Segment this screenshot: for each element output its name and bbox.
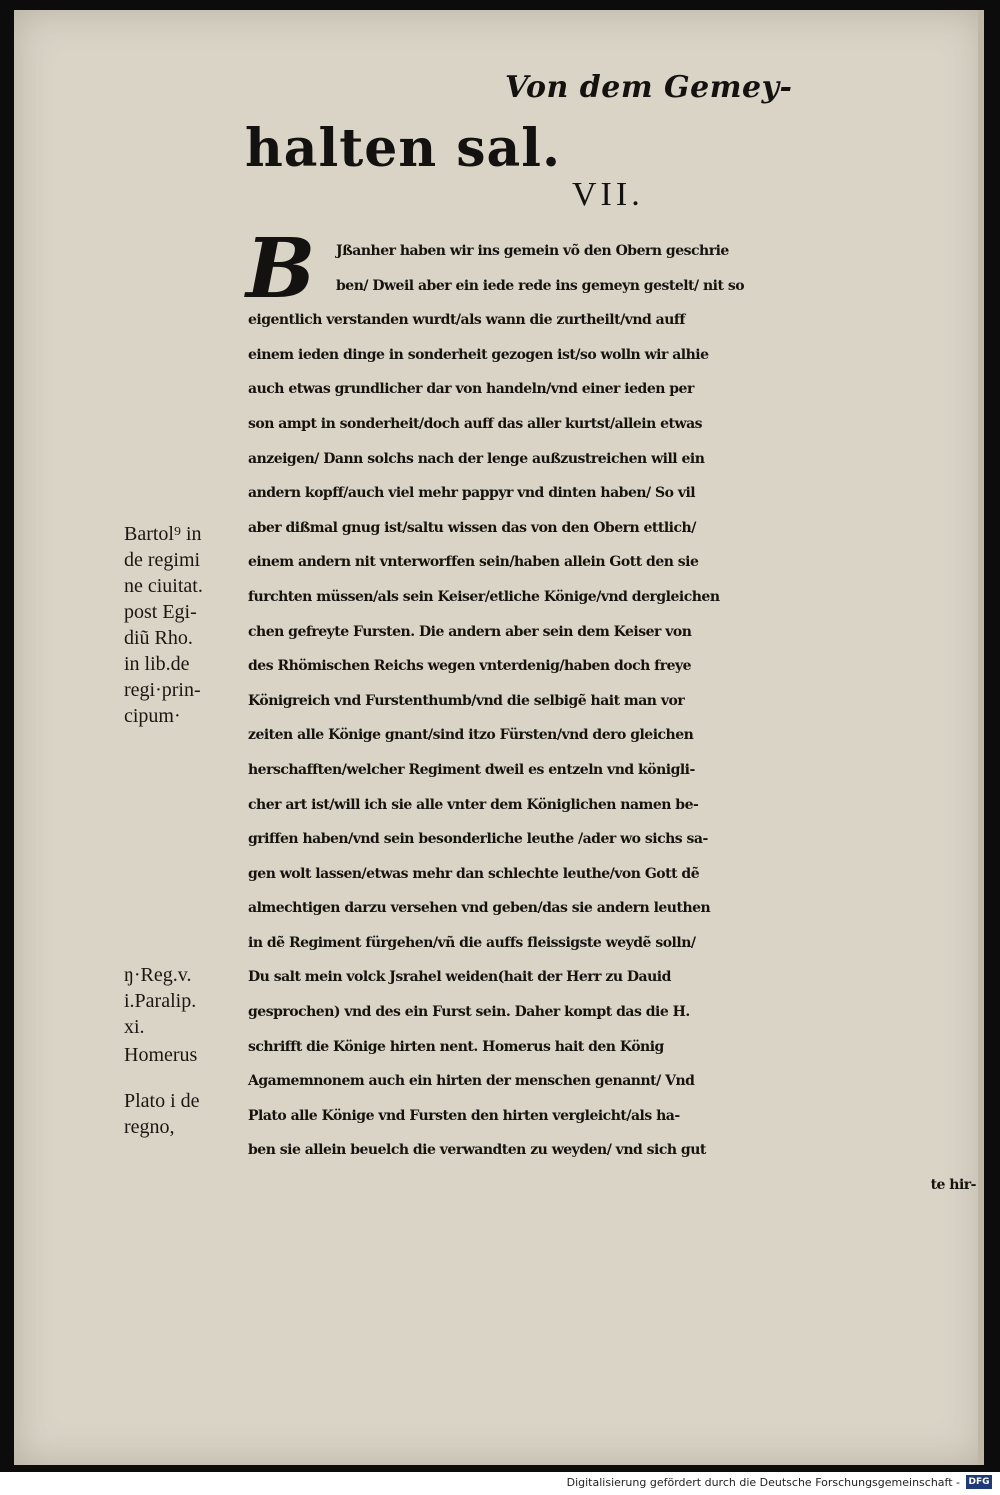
text-line: anzeigen/ Dann solchs nach der lenge außzustreichen will ein [248, 450, 705, 467]
text-line: einem andern nit vnterworffen sein/haben allein Gott den sie [248, 554, 699, 571]
text-line: eigentlich verstanden wurdt/als wann die zurtheilt/vnd auff [248, 312, 685, 329]
text-line: herschafften/welcher Regiment dweil es entzeln vnd königli- [248, 761, 695, 778]
text-line: einem ieden dinge in sonderheit gezogen ist/so wolln wir alhie [248, 346, 709, 363]
text-line: in dẽ Regiment fürgehen/vñ die auffs fleissigste weydẽ solln/ [248, 934, 696, 951]
marginal-line: ne ciuitat. [124, 575, 203, 597]
funding-credit: Digitalisierung gefördert durch die Deutsche Forschungsgemeinschaft - [566, 1476, 960, 1489]
chapter-number: VII. [572, 176, 644, 213]
text-line: almechtigen darzu versehen vnd geben/das sie andern leuthen [248, 900, 711, 917]
text-line: Königreich vnd Furstenthumb/vnd die selbigẽ hait man vor [248, 692, 685, 709]
marginal-line: cipum· [124, 705, 181, 727]
text-line: ben sie allein beuelch die verwandten zu weyden/ vnd sich gut [248, 1142, 706, 1159]
text-line: des Rhömischen Reichs wegen vnterdenig/haben doch freye [248, 658, 692, 675]
marginal-line: Plato i de [124, 1090, 200, 1112]
marginal-line: i.Paralip. [124, 990, 197, 1012]
text-line: gesprochen) vnd des ein Furst sein. Daher kompt das die H. [248, 1004, 690, 1021]
running-head: Von dem Gemey- [505, 70, 793, 105]
marginal-note-bartolus [124, 521, 264, 729]
text-line: andern kopff/auch viel mehr pappyr vnd dinten haben/ So vil [248, 485, 696, 502]
text-line: aber dißmal gnug ist/saltu wissen das von den Obern ettlich/ [248, 519, 696, 536]
chapter-title: halten sal. [245, 118, 562, 179]
marginal-line: xi. [124, 1016, 145, 1038]
text-line: zeiten alle Könige gnant/sind itzo Fürsten/vnd dero gleichen [248, 727, 694, 744]
text-line: Du salt mein volck Jsrahel weiden(hait der Herr zu Dauid [248, 969, 671, 986]
marginal-note-reg [124, 962, 264, 1040]
marginal-line: regno, [124, 1116, 175, 1138]
drop-initial: B [246, 221, 316, 317]
text-line: griffen haben/vnd sein besonderliche leuthe /ader wo sichs sa- [248, 831, 708, 848]
marginal-line: in lib.de [124, 653, 190, 675]
text-line: cher art ist/will ich sie alle vnter dem Königlichen namen be- [248, 796, 699, 813]
body-text [246, 221, 980, 1203]
text-line: schrifft die Könige hirten nent. Homerus hait den König [248, 1038, 664, 1055]
marginal-note-homerus [124, 1042, 264, 1068]
text-line: Plato alle Könige vnd Fursten den hirten vergleicht/als ha- [248, 1107, 680, 1124]
dfg-logo: DFG [966, 1475, 992, 1489]
marginal-line: regi·prin- [124, 679, 201, 701]
catchword: te hir- [930, 1177, 976, 1194]
text-line: ben/ Dweil aber ein iede rede ins gemeyn gestelt/ nit so [336, 277, 745, 294]
text-line: Agamemnonem auch ein hirten der menschen genannt/ Vnd [248, 1073, 695, 1090]
footer-bar [0, 1472, 1000, 1495]
marginal-line: Bartol⁹ in [124, 523, 202, 545]
marginal-line: post Egi- [124, 601, 197, 623]
text-line: Jßanher haben wir ins gemein võ den Obern geschrie [336, 243, 729, 259]
marginal-line: de regimi [124, 549, 201, 571]
text-line: son ampt in sonderheit/doch auff das aller kurtst/allein etwas [248, 415, 703, 432]
marginal-line: diũ Rho. [124, 627, 193, 649]
text-line: furchten müssen/als sein Keiser/etliche Könige/vnd dergleichen [248, 588, 720, 605]
text-line: gen wolt lassen/etwas mehr dan schlechte leuthe/von Gott dẽ [248, 865, 700, 882]
marginal-note-plato [124, 1088, 264, 1140]
text-line: auch etwas grundlicher dar von handeln/vnd einer ieden per [248, 381, 694, 398]
marginal-line: Homerus [124, 1044, 198, 1066]
marginal-line: ŋ·Reg.v. [124, 964, 192, 986]
text-line: chen gefreyte Fursten. Die andern aber sein dem Keiser von [248, 623, 692, 640]
